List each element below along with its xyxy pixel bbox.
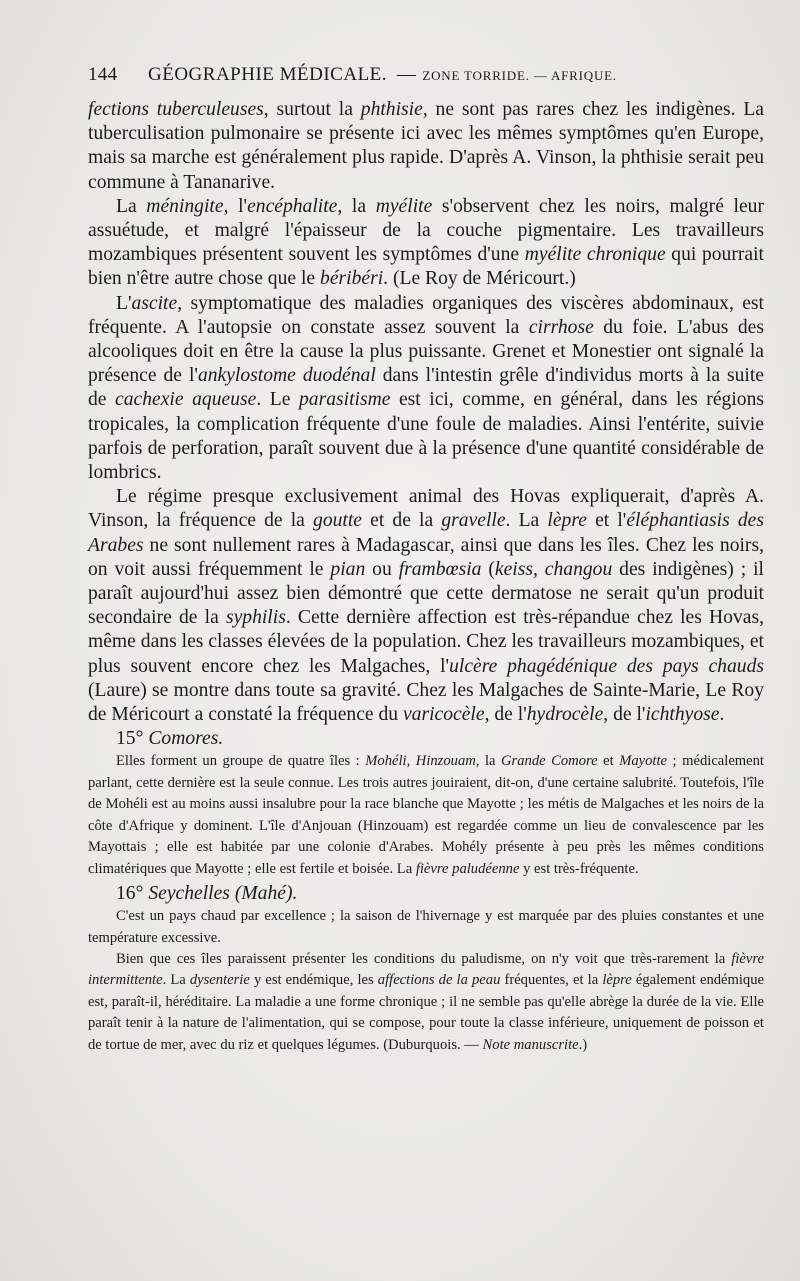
text: Le régime presque exclusivement animal des Hovas expliquerait, d'après A. Vinson, la fréquence de la [88, 486, 764, 532]
text: ne sont nullement rares à Madagascar, ainsi que dans les îles. Chez les noirs, on voit aussi fréquemment le [88, 534, 764, 580]
paragraph-hovas [88, 485, 764, 727]
term-syphilis: syphilis [225, 607, 286, 629]
text: C'est un pays chaud par excellence ; la saison de l'hivernage y est marquée par des pluies constantes et une température excessive. [88, 908, 764, 946]
text: des indigènes) ; il paraît aujourd'hui assez bien démontré que cette dermatose ne serait qu'un produit secondaire de la [88, 558, 764, 629]
section-number: 15° [116, 728, 144, 750]
text: La [116, 195, 147, 217]
text: , la [475, 753, 502, 770]
section-number: 16° [116, 882, 144, 904]
term-gravelle: gravelle [441, 510, 506, 532]
paragraph-seychelles-climate [88, 906, 764, 949]
term-phthisie: phthisie [360, 99, 423, 120]
text: . (Le Roy de Méricourt.) [383, 268, 576, 290]
term-cachexie: cachexie aqueuse [115, 389, 257, 411]
term-meningite: méningite [146, 195, 224, 217]
text: , surtout la [263, 99, 361, 120]
text: , de l' [603, 704, 646, 726]
term-affections-peau: affections de la peau [377, 972, 501, 989]
text: . Le [256, 389, 299, 411]
text: et l' [586, 510, 627, 532]
text: fréquentes, et la [500, 972, 603, 989]
running-subtitle: ZONE TORRIDE. — AFRIQUE. [422, 68, 617, 83]
term-parasitisme: parasitisme [298, 389, 391, 411]
term-elephantiasis: éléphantiasis des Arabes [88, 510, 764, 556]
text: (Laure) se montre dans toute sa gravité. Chez les Malgaches de Sainte-Marie, Le Roy de Méricourt a constaté la fréquence du [88, 679, 764, 726]
term-fievre-paludeenne: fièvre paludéenne [415, 860, 520, 877]
text: , symptomatique des maladies organiques des viscères abdominaux, est fréquente. A l'autopsie on constate assez souvent la [88, 292, 764, 338]
text: , l' [223, 195, 248, 217]
text: ( [481, 558, 495, 580]
text: y est endémique, les [249, 972, 378, 989]
text: , la [337, 195, 376, 217]
term-beriberi: béribéri [320, 268, 384, 290]
term-dysenterie: dysenterie [189, 972, 250, 989]
text: , [532, 558, 545, 580]
text: s'observent chez les noirs, malgré leur assuétude, et malgré l'épaisseur de la couche pigmentaire. Les travailleurs mozambiques présentent souvent les symptômes d'une [88, 195, 764, 266]
term-keiss: keiss [494, 558, 533, 580]
text: . La [162, 972, 190, 989]
page-body [88, 98, 764, 1056]
text: y est très-fréquente. [519, 860, 639, 877]
term-ascite: ascite [131, 292, 178, 314]
text: du foie. L'abus des alcooliques doit en être la cause la plus puissante. Grenet et Monestier ont signalé la présence de l' [88, 316, 764, 387]
text: qui pourrait bien n'être autre chose que le [88, 244, 764, 290]
running-header [88, 64, 748, 86]
text: et de la [362, 510, 442, 532]
running-title: GÉOGRAPHIE MÉDICALE. [148, 64, 388, 85]
term-note-manuscrite: Note manuscrite [482, 1036, 579, 1053]
term-myelite-chronique: myélite chronique [524, 244, 666, 266]
term-changou: changou [544, 558, 613, 580]
page-number: 144 [88, 64, 118, 85]
term-tuberculous: fections tuberculeuses [88, 99, 264, 120]
text: ; médicalement parlant, cette dernière est la seule connue. Les trois autres jouiraient, dit-on, d'une certaine salubrité. Toutefois, l'île de Mohéli est au moins aussi insalubre pour la race blanche que Mayotte ; les métis de Malgaches et les noirs de la côte d'Afrique y dominent. L'île d'Anjouan (Hinzouam) est regardée comme un lieu de convalescence par les Mayottais ; elle est habitée par une colonie d'Arabes. Mohély présente à peu près les mêmes conditions climatériques que Mayotte ; elle est fertile et boisée. La [88, 753, 764, 877]
text: . Cette dernière affection est très-répandue chez les Hovas, même dans les classes élevées de la population. Chez les travailleurs mozambiques, et plus souvent encore chez les Malgaches, l' [88, 607, 764, 677]
term-ichthyose: ichthyose [645, 704, 720, 726]
header-dash: — [397, 64, 417, 85]
paragraph-comores [88, 751, 764, 879]
term-islands: Mohéli, Hinzouam [365, 753, 476, 770]
text: Bien que ces îles paraissent présenter les conditions du paludisme, on n'y voit que très-rarement la [116, 950, 732, 967]
text: . La [505, 510, 548, 532]
term-lepre: lèpre [547, 510, 587, 532]
text: ou [365, 558, 399, 580]
paragraph-ascite [88, 292, 764, 486]
section-title: Comores. [148, 728, 224, 750]
term-fievre-intermittente: fièvre intermittente [88, 950, 764, 989]
paragraph-meningitis [88, 195, 764, 292]
section-heading-seychelles [88, 882, 764, 906]
paragraph-tuberculosis [88, 98, 764, 195]
paragraph-seychelles-diseases [88, 949, 764, 1056]
term-ankylostome: ankylostome duodénal [197, 365, 376, 387]
section-title: Seychelles (Mahé). [148, 882, 298, 904]
text: .) [578, 1036, 588, 1053]
term-ulcere: ulcère phagédénique des pays chauds [449, 655, 764, 677]
text: , ne sont pas rares chez les indigènes. La tuberculisation pulmonaire se présente ici avec les mêmes symptômes qu'en Europe, mais sa marche est généralement plus rapide. D'après A. Vinson, la phthisie serait peu commune à Tananarive. [88, 99, 764, 193]
text: , de l' [484, 704, 527, 726]
term-myelite: myélite [375, 195, 433, 217]
text: L' [116, 292, 132, 314]
text: . [719, 704, 725, 726]
term-grande-comore: Grande Comore [501, 753, 598, 770]
term-pian: pian [330, 558, 366, 580]
term-framboesia: frambœsia [398, 558, 482, 580]
term-encephalite: encéphalite [247, 195, 338, 217]
term-mayotte: Mayotte [619, 753, 668, 770]
text: également endémique est, paraît-il, héréditaire. La maladie a une forme chronique ; il ne semble pas qu'elle abrège la durée de la vie. Elle paraît tenir à la nature de l'alimentation, qui se compose, pour toute la classe inférieure, uniquement de poisson et de tortue de mer, avec du riz et quelques légumes. (Duburquois. — [88, 972, 764, 1053]
text: et [597, 753, 620, 770]
term-lepre: lèpre [602, 972, 632, 989]
text: est ici, comme, en général, dans les régions tropicales, la complication fréquente d'une foule de maladies. Ainsi l'entérite, suivie parfois de perforation, paraît souvent due à la présence d'une quantité considérable de lombrics. [88, 389, 764, 484]
term-varicocele: varicocèle [402, 704, 485, 726]
text: dans l'intestin grêle d'individus morts à la suite de [88, 365, 765, 411]
text: Elles forment un groupe de quatre îles : [116, 753, 366, 770]
section-heading-comores [88, 727, 764, 751]
term-cirrhose: cirrhose [528, 316, 594, 338]
term-goutte: goutte [313, 510, 363, 532]
term-hydrocele: hydrocèle [526, 704, 604, 726]
